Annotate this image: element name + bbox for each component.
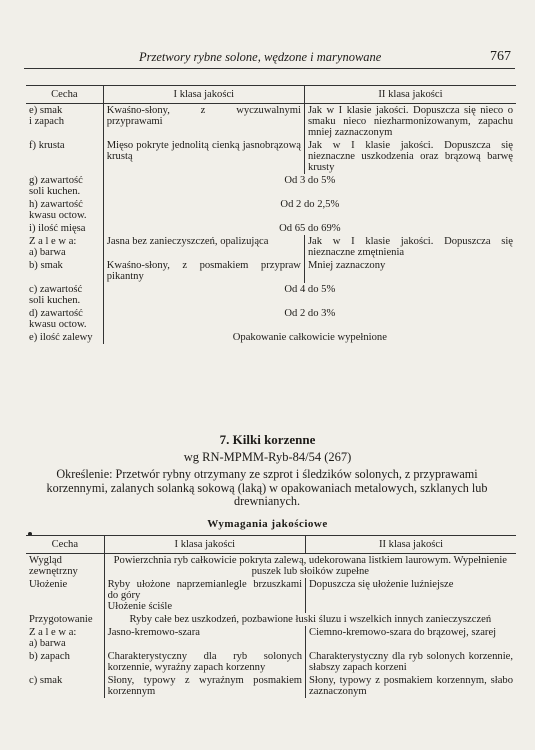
row-class-1: Ryby ułożone naprzemianlegle brzuszkami do góry Ułożenie ściśle [104, 578, 305, 613]
row-cecha: Ułożenie [29, 579, 68, 590]
row-class-1: Kwaśno-słony, z wyczuwalnymi przyprawami [103, 104, 304, 140]
row-both-classes: Od 3 do 5% [103, 174, 516, 198]
quality-table-2 [26, 535, 516, 698]
table-row [26, 104, 516, 140]
row-class-2: Jak w I klasie jakości. Dopuszcza się nieznaczne zmętnienia [307, 236, 513, 258]
row-cecha: e) smak i zapach [29, 105, 64, 127]
table-row [26, 674, 516, 698]
col-header-cecha: Cecha [26, 536, 104, 554]
table-row [26, 307, 516, 331]
row-both-classes: Powierzchnia ryb całkowicie pokryta zalewą, udekorowana listkiem laurowym. Wypełnienie puszek lub słoików zupełne [104, 554, 516, 579]
col-header-class-1: I klasa jakości [103, 86, 304, 104]
row-class-2: Mniej zaznaczony [307, 260, 386, 271]
table-row [26, 650, 516, 674]
section-standard: wg RN-MPMM-Ryb-84/54 (267) [183, 450, 352, 464]
quality-table-1 [26, 85, 516, 344]
row-cecha: Z a l e w a: a) barwa [29, 627, 77, 649]
table-row [26, 554, 516, 579]
row-cecha: b) smak [29, 260, 63, 271]
row-class-2: Dopuszcza się ułożenie luźniejsze [309, 579, 454, 590]
row-class-1: Jasno-kremowo-szara [104, 626, 305, 650]
row-cecha: b) zapach [29, 651, 70, 662]
col-header-class-2: II klasa jakości [304, 86, 516, 104]
row-cecha: Przygotowanie [29, 614, 93, 625]
row-both-classes: Opakowanie całkowicie wypełnione [103, 331, 516, 344]
table-row [26, 222, 516, 235]
col-header-cecha: Cecha [26, 86, 103, 104]
row-both-classes: Od 4 do 5% [103, 283, 516, 307]
row-class-2: Jak w I klasie jakości. Dopuszcza się nieznaczne uszkodzenia oraz brązową barwę krusty [307, 140, 513, 173]
table-row [26, 578, 516, 613]
row-class-1: Kwaśno-słony, z posmakiem przypraw pikantny [103, 259, 304, 283]
row-cecha: Wygląd zewnętrzny [29, 555, 78, 577]
row-cecha: c) smak [29, 675, 63, 686]
requirements-heading: Wymagania jakościowe [207, 518, 328, 530]
row-class-2: Jak w I klasie jakości. Dopuszcza się nieco o smaku nieco niezharmonizowanym, zapachu mniej zaznaczonym [307, 105, 513, 138]
row-cecha: c) zawartość soli kuchen. [29, 284, 83, 306]
row-class-1: Charakterystyczny dla ryb solonych korzennie, wyraźny zapach korzenny [104, 650, 305, 674]
row-class-2: Charakterystyczny dla ryb solonych korzennie, słabszy zapach korzeni [309, 651, 513, 673]
row-cecha: Z a l e w a: a) barwa [29, 236, 77, 258]
page-number: 767 [490, 49, 511, 64]
table-row [26, 331, 516, 344]
row-cecha: i) ilość mięsa [29, 223, 86, 234]
table-row [26, 626, 516, 650]
col-header-class-1: I klasa jakości [104, 536, 305, 554]
row-class-2: Słony, typowy z posmakiem korzennym, słabo zaznaczonym [309, 675, 513, 697]
row-cecha: d) zawartość kwasu octow. [29, 308, 87, 330]
table-row [26, 139, 516, 174]
row-class-2: Ciemno-kremowo-szara do brązowej, szarej [309, 627, 497, 638]
row-class-1: Mięso pokryte jednolitą cienką jasnobrązową krustą [103, 139, 304, 174]
table-row [26, 613, 516, 626]
row-class-1: Jasna bez zanieczyszczeń, opalizująca [103, 235, 304, 259]
table-row [26, 283, 516, 307]
row-both-classes: Od 65 do 69% [103, 222, 516, 235]
row-cecha: f) krusta [29, 140, 65, 151]
row-both-classes: Ryby całe bez uszkodzeń, pozbawione łuski śluzu i wszelkich innych zanieczyszczeń [104, 613, 516, 626]
row-both-classes: Od 2 do 2,5% [103, 198, 516, 222]
col-header-class-2: II klasa jakości [306, 536, 516, 554]
row-cecha: g) zawartość soli kuchen. [29, 175, 83, 197]
row-cecha: e) ilość zalewy [29, 332, 93, 343]
table-row [26, 259, 516, 283]
table-row [26, 235, 516, 259]
table-row [26, 198, 516, 222]
section-title: 7. Kilki korzenne [219, 432, 316, 447]
running-header [24, 50, 515, 69]
row-class-1: Słony, typowy z wyraźnym posmakiem korzennym [104, 674, 305, 698]
section-definition: Określenie: Przetwór rybny otrzymany ze szprot i śledzików solonych, z przyprawami korzennymi, zalanych solanką sokową (laką) w opakowaniach metalowych, szklanych lub drewnianych. [46, 467, 488, 508]
row-both-classes: Od 2 do 3% [103, 307, 516, 331]
table-row [26, 174, 516, 198]
header-title: Przetwory rybne solone, wędzone i marynowane [139, 50, 382, 64]
row-cecha: h) zawartość kwasu octow. [29, 199, 87, 221]
